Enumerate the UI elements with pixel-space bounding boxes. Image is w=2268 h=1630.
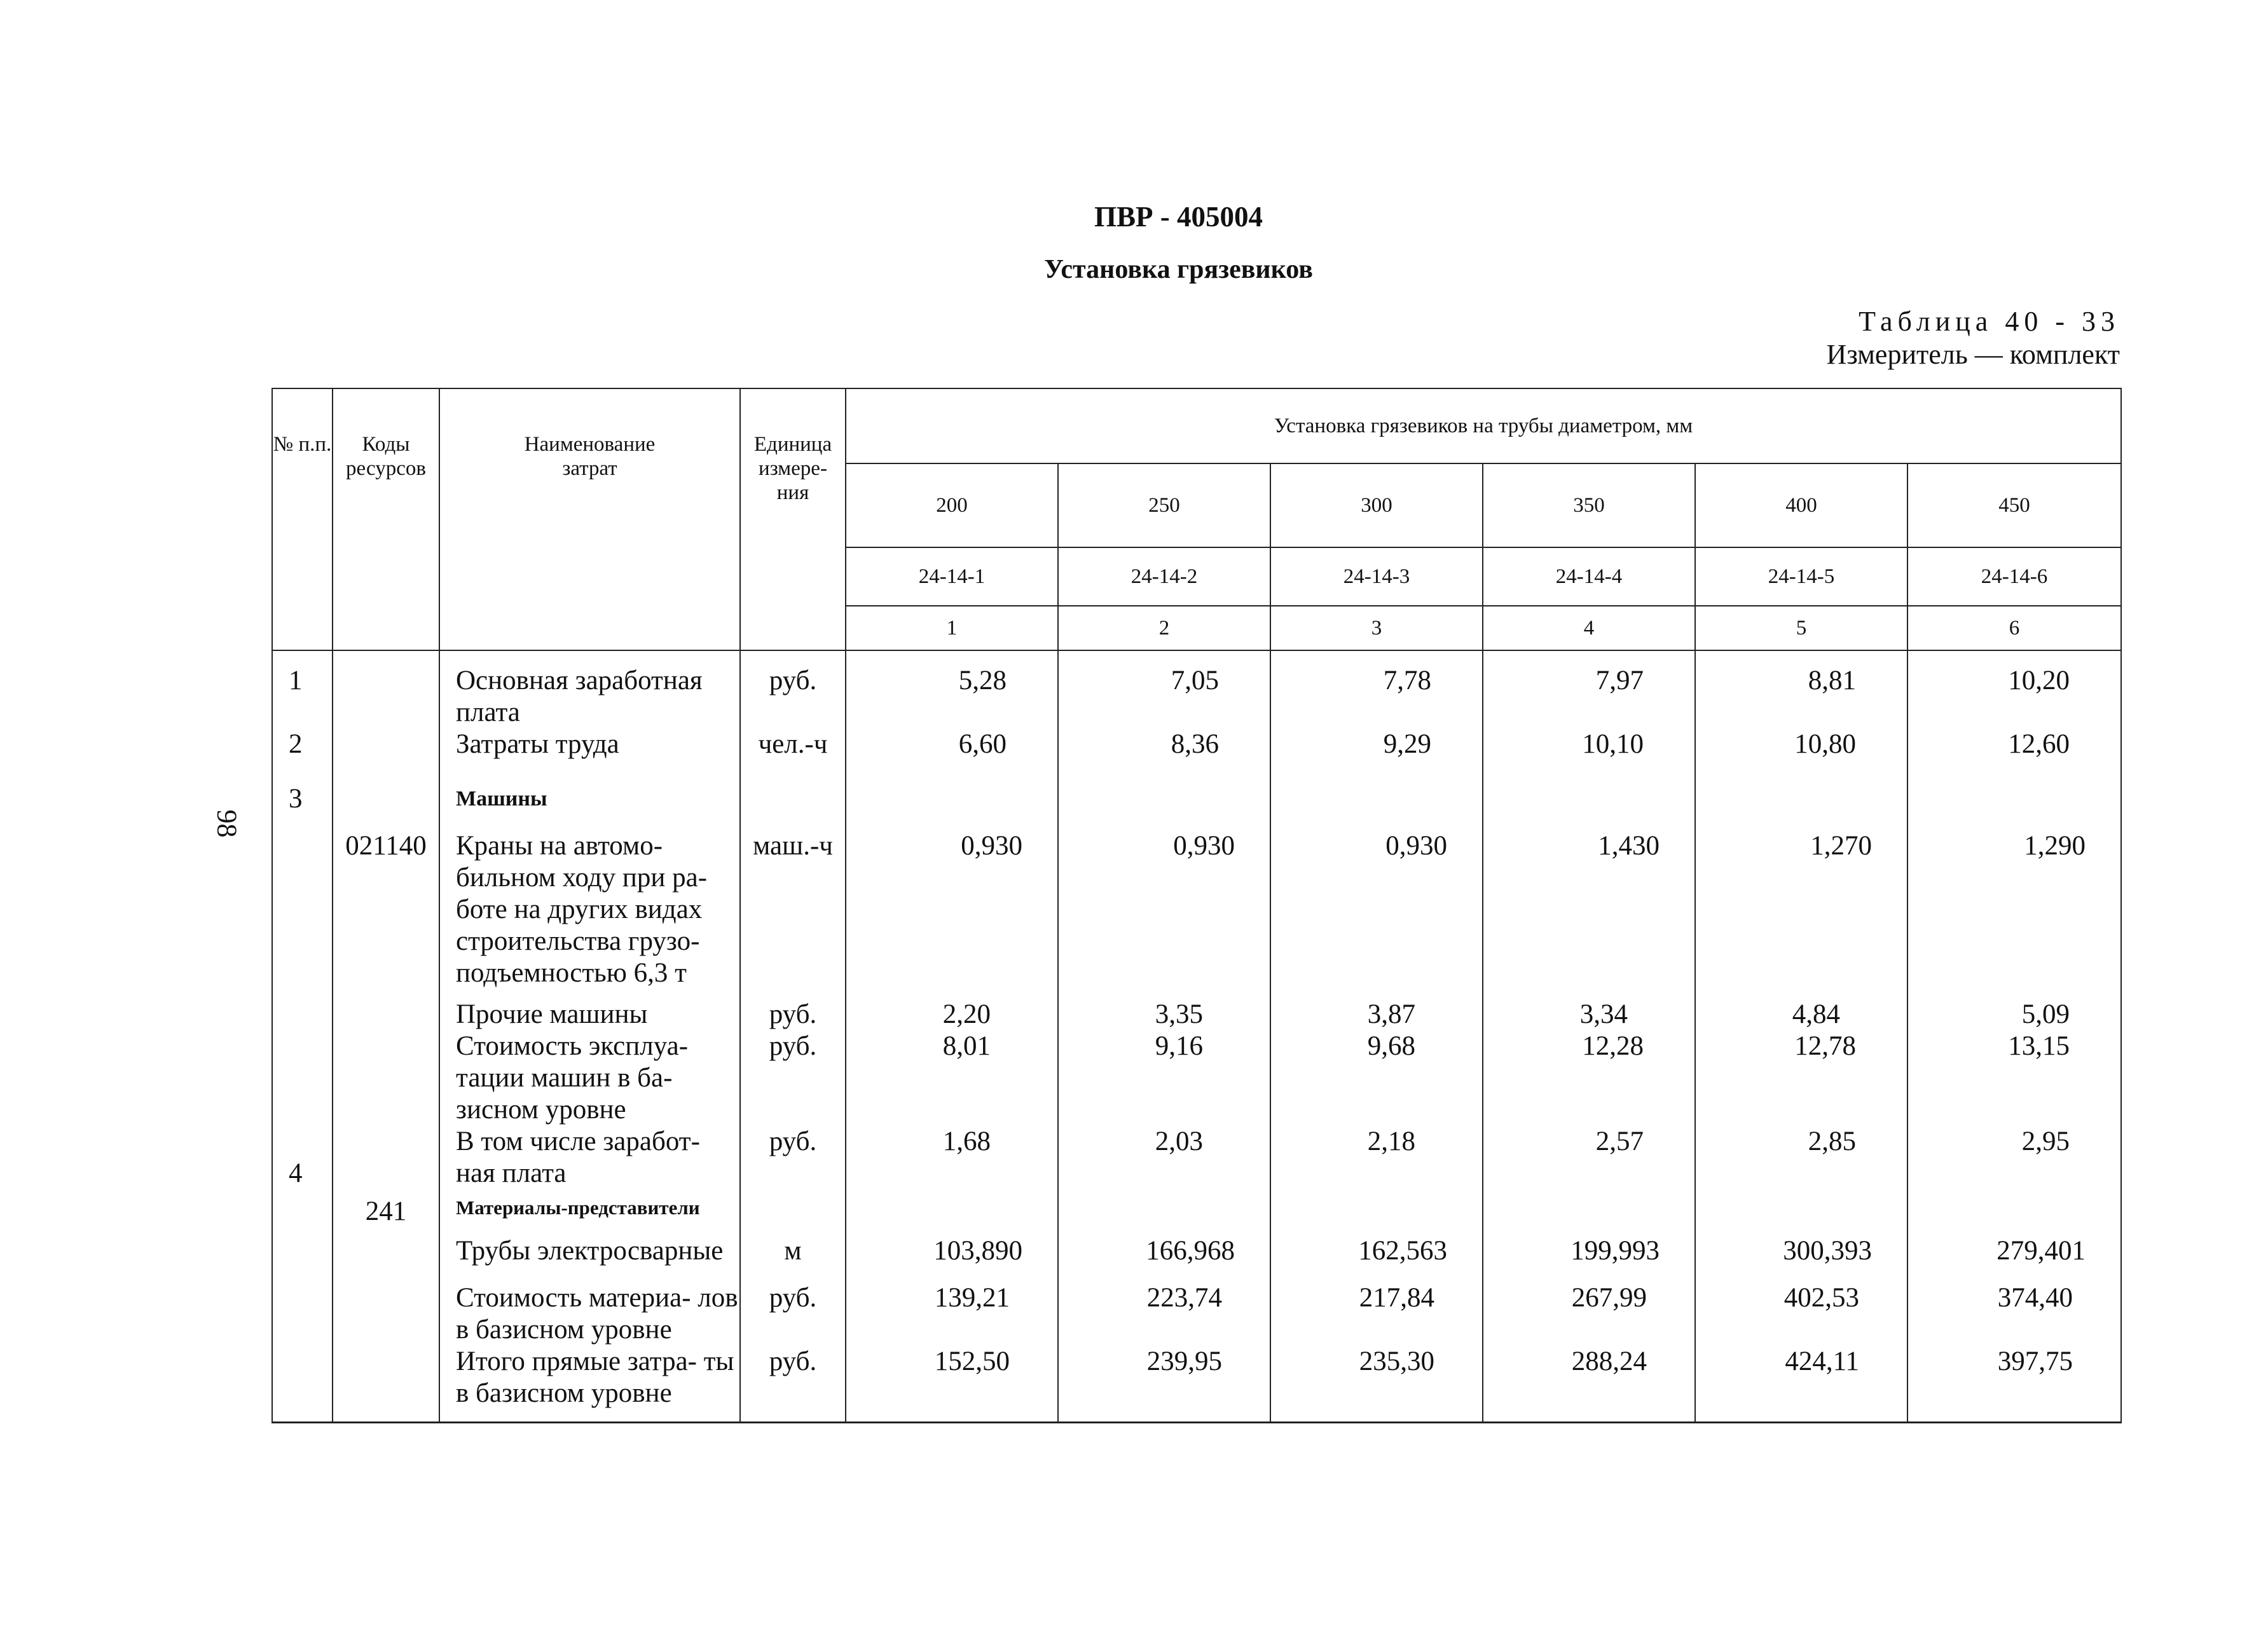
row-value: 10,20 xyxy=(1907,650,2121,729)
header-column-number: 2 xyxy=(1058,606,1270,650)
row-value: 223,74 xyxy=(1058,1276,1270,1346)
row-value: 10,10 xyxy=(1483,729,1695,774)
table-row xyxy=(272,1031,2121,1126)
row-unit: руб. xyxy=(740,650,846,729)
row-value: 103,890 xyxy=(846,1228,1058,1276)
row-value: 397,75 xyxy=(1907,1346,2121,1422)
row-value xyxy=(1695,1189,1907,1228)
row-value: 2,20 xyxy=(846,999,1058,1031)
table-row xyxy=(272,774,2121,824)
table-row xyxy=(272,1346,2121,1422)
row-value: 3,35 xyxy=(1058,999,1270,1031)
row-number: 2 xyxy=(272,729,333,774)
header-diameter: 450 xyxy=(1907,463,2121,547)
row-unit: чел.-ч xyxy=(740,729,846,774)
section-heading: Машины xyxy=(439,774,740,824)
table-label: Таблица 40 - 33 xyxy=(1859,306,2120,337)
measure-label: Измеритель — комплект xyxy=(1826,339,2120,370)
row-name: Краны на автомо- бильном ходу при ра- боте на других видах строительства грузо- подъемностью 6,3 т xyxy=(439,824,740,999)
table-row xyxy=(272,650,2121,729)
row-code xyxy=(333,1031,439,1126)
row-value: 9,68 xyxy=(1270,1031,1483,1126)
row-name: В том числе заработ- ная плата xyxy=(439,1126,740,1189)
row-value: 1,290 xyxy=(1907,824,2121,999)
row-value xyxy=(1058,774,1270,824)
row-name: Прочие машины xyxy=(439,999,740,1031)
row-number xyxy=(272,1189,333,1228)
row-value xyxy=(846,1189,1058,1228)
row-value: 8,01 xyxy=(846,1031,1058,1126)
page-number: 98 xyxy=(211,809,243,838)
row-value: 7,05 xyxy=(1058,650,1270,729)
table-row xyxy=(272,999,2121,1031)
row-unit xyxy=(740,774,846,824)
header-name: Наименование затрат xyxy=(439,388,740,650)
row-value: 267,99 xyxy=(1483,1276,1695,1346)
row-value: 8,36 xyxy=(1058,729,1270,774)
header-norm-code: 24-14-3 xyxy=(1270,547,1483,606)
row-value: 5,09 xyxy=(1907,999,2121,1031)
row-code xyxy=(333,1126,439,1189)
row-value: 199,993 xyxy=(1483,1228,1695,1276)
header-diameter: 250 xyxy=(1058,463,1270,547)
row-value: 288,24 xyxy=(1483,1346,1695,1422)
row-value: 374,40 xyxy=(1907,1276,2121,1346)
row-value: 6,60 xyxy=(846,729,1058,774)
row-value: 279,401 xyxy=(1907,1228,2121,1276)
row-name: Затраты труда xyxy=(439,729,740,774)
row-code: 241 xyxy=(333,1189,439,1228)
header-no: № п.п. xyxy=(272,388,333,650)
row-value xyxy=(1907,1189,2121,1228)
row-value: 0,930 xyxy=(1058,824,1270,999)
header-norm-code: 24-14-2 xyxy=(1058,547,1270,606)
header-codes: Коды ресурсов xyxy=(333,388,439,650)
row-value: 152,50 xyxy=(846,1346,1058,1422)
row-value: 1,430 xyxy=(1483,824,1695,999)
row-value: 139,21 xyxy=(846,1276,1058,1346)
header-diameter: 350 xyxy=(1483,463,1695,547)
row-value: 1,68 xyxy=(846,1126,1058,1189)
row-number xyxy=(272,824,333,999)
header-diameter: 200 xyxy=(846,463,1058,547)
row-value: 12,60 xyxy=(1907,729,2121,774)
row-code xyxy=(333,774,439,824)
document-code: ПВР - 405004 xyxy=(1094,201,1263,233)
row-number xyxy=(272,1346,333,1422)
row-value xyxy=(1907,774,2121,824)
table-row xyxy=(272,729,2121,774)
row-value: 9,29 xyxy=(1270,729,1483,774)
row-unit: руб. xyxy=(740,1126,846,1189)
row-name: Трубы электросварные xyxy=(439,1228,740,1276)
row-value: 2,95 xyxy=(1907,1126,2121,1189)
row-code xyxy=(333,999,439,1031)
row-value: 13,15 xyxy=(1907,1031,2121,1126)
row-value xyxy=(846,774,1058,824)
row-code xyxy=(333,1228,439,1276)
header-norm-code: 24-14-1 xyxy=(846,547,1058,606)
row-value: 8,81 xyxy=(1695,650,1907,729)
section-heading: Материалы-представители xyxy=(439,1189,740,1228)
row-unit: маш.-ч xyxy=(740,824,846,999)
row-value: 10,80 xyxy=(1695,729,1907,774)
row-value: 9,16 xyxy=(1058,1031,1270,1126)
table-row xyxy=(272,824,2121,999)
row-unit: руб. xyxy=(740,1346,846,1422)
row-value: 239,95 xyxy=(1058,1346,1270,1422)
row-value: 1,270 xyxy=(1695,824,1907,999)
header-column-number: 1 xyxy=(846,606,1058,650)
row-value: 7,97 xyxy=(1483,650,1695,729)
row-value: 2,03 xyxy=(1058,1126,1270,1189)
row-number: 4 xyxy=(272,1126,333,1189)
header-norm-code: 24-14-4 xyxy=(1483,547,1695,606)
row-value: 0,930 xyxy=(846,824,1058,999)
header-column-number: 5 xyxy=(1695,606,1907,650)
row-name: Основная заработная плата xyxy=(439,650,740,729)
row-value: 300,393 xyxy=(1695,1228,1907,1276)
row-value xyxy=(1058,1189,1270,1228)
row-value: 0,930 xyxy=(1270,824,1483,999)
row-code xyxy=(333,729,439,774)
row-value: 2,57 xyxy=(1483,1126,1695,1189)
row-value xyxy=(1270,774,1483,824)
row-code xyxy=(333,650,439,729)
row-code xyxy=(333,1346,439,1422)
row-unit: руб. xyxy=(740,1276,846,1346)
row-value xyxy=(1270,1189,1483,1228)
document-title: Установка грязевиков xyxy=(1044,255,1313,284)
row-value: 12,78 xyxy=(1695,1031,1907,1126)
row-value: 424,11 xyxy=(1695,1346,1907,1422)
header-norm-code: 24-14-6 xyxy=(1907,547,2121,606)
row-number xyxy=(272,1276,333,1346)
row-number xyxy=(272,1228,333,1276)
row-value: 166,968 xyxy=(1058,1228,1270,1276)
row-value: 12,28 xyxy=(1483,1031,1695,1126)
row-value xyxy=(1483,1189,1695,1228)
table-row xyxy=(272,1189,2121,1228)
row-name: Стоимость эксплуа- тации машин в ба- зисном уровне xyxy=(439,1031,740,1126)
row-unit: руб. xyxy=(740,999,846,1031)
header-group: Установка грязевиков на трубы диаметром, мм xyxy=(846,388,2121,463)
row-value: 2,18 xyxy=(1270,1126,1483,1189)
row-value: 2,85 xyxy=(1695,1126,1907,1189)
row-name: Стоимость материа- лов в базисном уровне xyxy=(439,1276,740,1346)
row-unit xyxy=(740,1189,846,1228)
header-diameter: 400 xyxy=(1695,463,1907,547)
header-column-number: 3 xyxy=(1270,606,1483,650)
row-value: 235,30 xyxy=(1270,1346,1483,1422)
row-value: 7,78 xyxy=(1270,650,1483,729)
row-value: 3,34 xyxy=(1483,999,1695,1031)
row-value: 5,28 xyxy=(846,650,1058,729)
header-norm-code: 24-14-5 xyxy=(1695,547,1907,606)
row-code: 021140 xyxy=(333,824,439,999)
row-number xyxy=(272,999,333,1031)
row-name: Итого прямые затра- ты в базисном уровне xyxy=(439,1346,740,1422)
row-value xyxy=(1695,774,1907,824)
row-value: 3,87 xyxy=(1270,999,1483,1031)
row-code xyxy=(333,1276,439,1346)
header-column-number: 6 xyxy=(1907,606,2121,650)
row-number: 1 xyxy=(272,650,333,729)
table-row xyxy=(272,1228,2121,1276)
row-number: 3 xyxy=(272,774,333,824)
row-value: 162,563 xyxy=(1270,1228,1483,1276)
row-value: 4,84 xyxy=(1695,999,1907,1031)
row-unit: м xyxy=(740,1228,846,1276)
row-unit: руб. xyxy=(740,1031,846,1126)
resource-table xyxy=(271,388,2122,1423)
row-number xyxy=(272,1031,333,1126)
header-unit: Единица измере- ния xyxy=(740,388,846,650)
row-value: 217,84 xyxy=(1270,1276,1483,1346)
table-row xyxy=(272,1126,2121,1189)
row-value xyxy=(1483,774,1695,824)
table-row xyxy=(272,1276,2121,1346)
row-value: 402,53 xyxy=(1695,1276,1907,1346)
header-diameter: 300 xyxy=(1270,463,1483,547)
header-column-number: 4 xyxy=(1483,606,1695,650)
